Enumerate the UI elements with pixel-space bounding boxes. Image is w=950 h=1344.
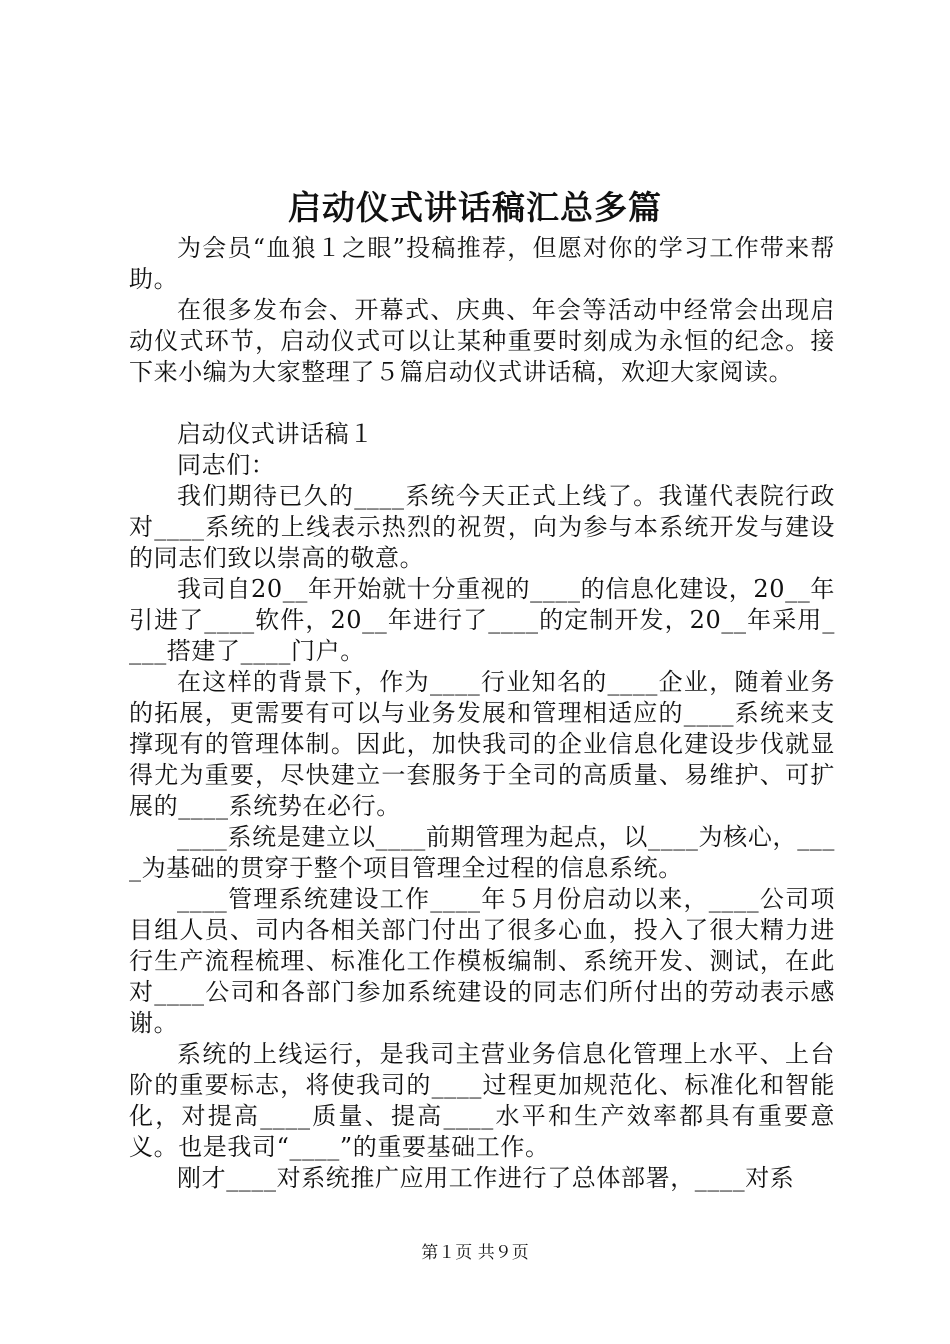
body-paragraph: 我们期待已久的____系统今天正式上线了。我谨代表院行政对____系统的上线表示热烈的祝贺，向为参与本系统开发与建设的同志们致以崇高的敬意。 xyxy=(129,482,835,572)
body-paragraph: 系统的上线运行，是我司主营业务信息化管理上水平、上台阶的重要标志，将使我司的____过程更加规范化、标准化和智能化，对提高____质量、提高____水平和生产效率都具有重要意义。也是我司“____”的重要基础工作。 xyxy=(129,1040,835,1161)
document-body xyxy=(129,233,835,1194)
page-footer: 第１页 共９页 xyxy=(421,1243,529,1263)
body-paragraph: ____管理系统建设工作____年５月份启动以来，____公司项目组人员、司内各相关部门付出了很多心血，投入了很大精力进行生产流程梳理、标准化工作模板编制、系统开发、测试，在此对____公司和各部门参加系统建设的同志们所付出的劳动表示感谢。 xyxy=(129,885,835,1037)
intro-paragraph: 为会员“血狼１之眼”投稿推荐，但愿对你的学习工作带来帮助。 xyxy=(129,234,835,293)
paragraph-spacer xyxy=(129,388,835,419)
body-paragraph: 在这样的背景下，作为____行业知名的____企业，随着业务的拓展，更需要有可以与业务发展和管理相适应的____系统来支撑现有的管理体制。因此，加快我司的企业信息化建设步伐就显得尤为重要，尽快建立一套服务于全司的高质量、易维护、可扩展的____系统势在必行。 xyxy=(129,668,835,820)
intro-paragraph: 在很多发布会、开幕式、庆典、年会等活动中经常会出现启动仪式环节，启动仪式可以让某种重要时刻成为永恒的纪念。接下来小编为大家整理了５篇启动仪式讲话稿，欢迎大家阅读。 xyxy=(129,296,835,386)
section-heading: 启动仪式讲话稿１ xyxy=(177,420,374,448)
body-paragraph: ____系统是建立以____前期管理为起点，以____为核心，____为基础的贯穿于整个项目管理全过程的信息系统。 xyxy=(129,823,835,882)
body-paragraph: 刚才____对系统推广应用工作进行了总体部署，____对系 xyxy=(177,1164,795,1192)
body-paragraph: 我司自20__年开始就十分重视的____的信息化建设，20__年引进了____软件，20__年进行了____的定制开发，20__年采用____搭建了____门户。 xyxy=(129,575,835,665)
salutation: 同志们： xyxy=(177,451,276,479)
document-title: 启动仪式讲话稿汇总多篇 xyxy=(288,188,662,227)
